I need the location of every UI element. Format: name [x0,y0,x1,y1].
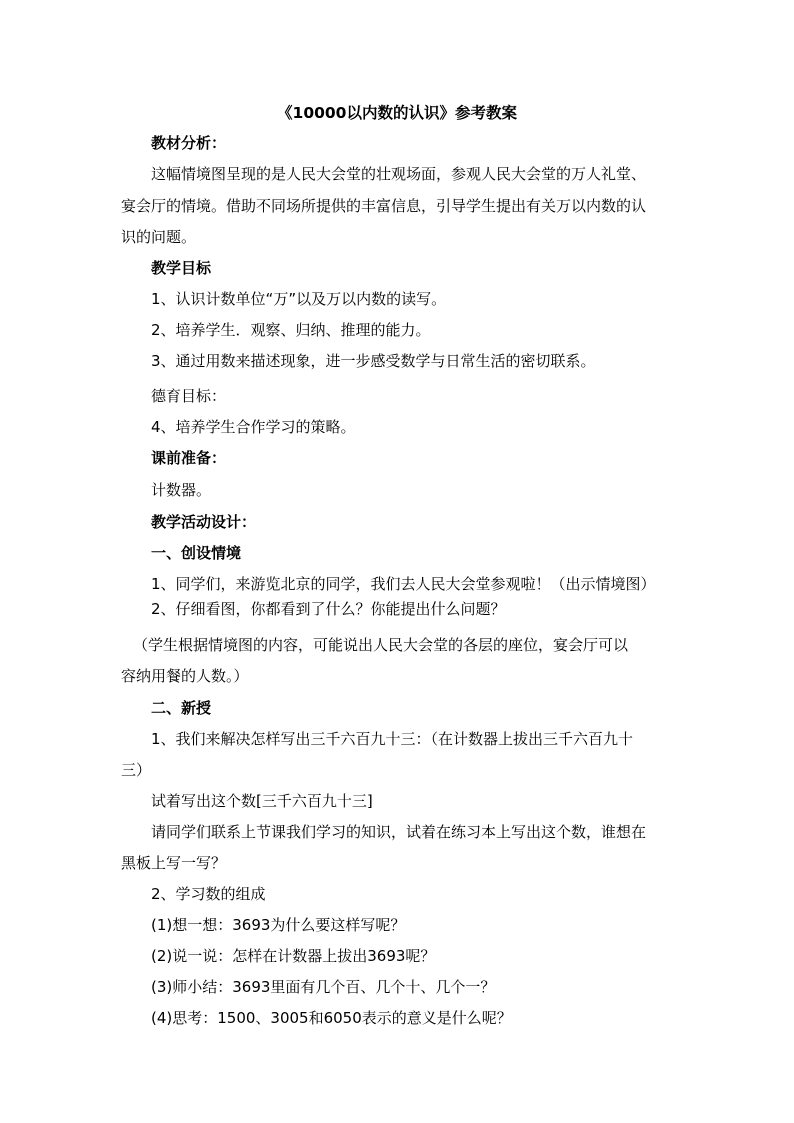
part-one-line: 1、同学们，来游览北京的同学，我们去人民大会堂参观啦！（出示情境图） [151,575,656,593]
heading-activity-design: 教学活动设计： [151,513,257,531]
goal-item: 3、通过用数来描述现象，进一步感受数学与日常生活的密切联系。 [151,352,596,370]
ask-line: 黑板上写一写？ [121,854,227,872]
part-one-note-line: （学生根据情境图的内容，可能说出人民大会堂的各层的座位，宴会厅可以 [133,636,629,654]
moral-goal-label: 德育目标： [151,387,227,405]
item2-step: (3)师小结：3693里面有几个百、几个十、几个一？ [151,978,496,996]
preparation-text: 计数器。 [151,481,212,499]
part-one-line: 2、仔细看图，你都看到了什么？你能提出什么问题？ [151,600,506,618]
item2-heading: 2、学习数的组成 [151,885,266,903]
document-title: 《10000以内数的认识》参考教案 [277,104,517,122]
heading-teaching-goals: 教学目标 [151,259,212,277]
material-analysis-line: 这幅情境图呈现的是人民大会堂的壮观场面，参观人民大会堂的万人礼堂、 [151,165,647,183]
heading-part-two: 二、新授 [151,699,212,717]
material-analysis-line: 识的问题。 [121,228,197,246]
ask-line: 请同学们联系上节课我们学习的知识，试着在练习本上写出这个数，谁想在 [151,823,647,841]
part-two-item1-line: 三） [121,761,152,779]
moral-goal-item: 4、培养学生合作学习的策略。 [151,418,356,436]
part-two-item1-line: 1、我们来解决怎样写出三千六百九十三：（在计数器上拔出三千六百九十 [151,730,634,748]
part-one-note-line: 容纳用餐的人数。） [121,667,249,685]
heading-material-analysis: 教材分析： [151,134,227,152]
item2-step: (4)思考：1500、3005和6050表示的意义是什么呢？ [151,1009,512,1027]
item2-step: (2)说一说：怎样在计数器上拔出3693呢？ [151,947,436,965]
heading-part-one: 一、创设情境 [151,544,242,562]
try-write-line: 试着写出这个数[三千六百九十三] [151,792,373,810]
goal-item: 2、培养学生．观察、归纳、推理的能力。 [151,321,431,339]
material-analysis-line: 宴会厅的情境。借助不同场所提供的丰富信息，引导学生提出有关万以内数的认 [121,197,647,215]
goal-item: 1、认识计数单位“万”以及万以内数的读写。 [151,290,447,308]
heading-preparation: 课前准备： [151,449,227,467]
item2-step: (1)想一想：3693为什么要这样写呢？ [151,916,406,934]
